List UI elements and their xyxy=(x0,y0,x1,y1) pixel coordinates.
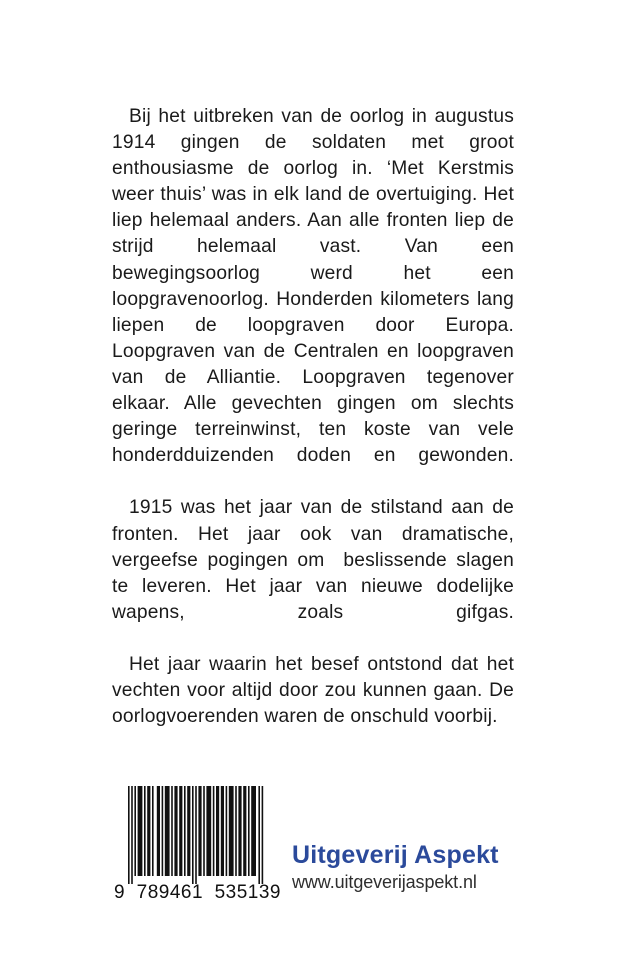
publisher-website-url: www.uitgeverijaspekt.nl xyxy=(292,872,477,893)
barcode-icon xyxy=(128,786,265,884)
footer-area xyxy=(0,782,626,922)
publisher-name: Uitgeverij Aspekt xyxy=(292,841,499,869)
isbn-barcode xyxy=(114,786,281,918)
blurb-paragraph-1: Bij het uitbreken van de oorlog in augustus 1914 gingen de soldaten met groot enthousiasme de oorlog in. ‘Met Kerstmis weer thuis’ was in elk land de overtuiging. Het liep helemaal anders. Aan alle fronten liep de strijd helemaal vast. Van een bewegingsoorlog werd het een loopgravenoorlog. Honderden kilometers lang liepen de loopgraven door Europa. Loopgraven van de Centralen en loopgraven van de Alliantie. Loopgraven tegenover elkaar. Alle gevechten gingen om slechts geringe terreinwinst, ten koste van vele honderdduizenden doden en gewonden. xyxy=(112,106,520,467)
blurb-paragraph-2: 1915 was het jaar van de stilstand aan de fronten. Het jaar ook van dramatische, vergeefse pogingen om beslissende slagen te leveren. Het jaar van nieuwe dodelijke wapens, zoals gifgas. xyxy=(112,497,520,623)
blurb-paragraph-3: Het jaar waarin het besef ontstond dat het vechten voor altijd door zou kunnen gaan. De oorlogvoerenden waren de onschuld voorbij. xyxy=(112,653,520,728)
publisher-block xyxy=(292,842,552,893)
barcode-digits: 9 789461 535139 xyxy=(114,882,281,903)
blurb-text-block xyxy=(112,104,520,730)
